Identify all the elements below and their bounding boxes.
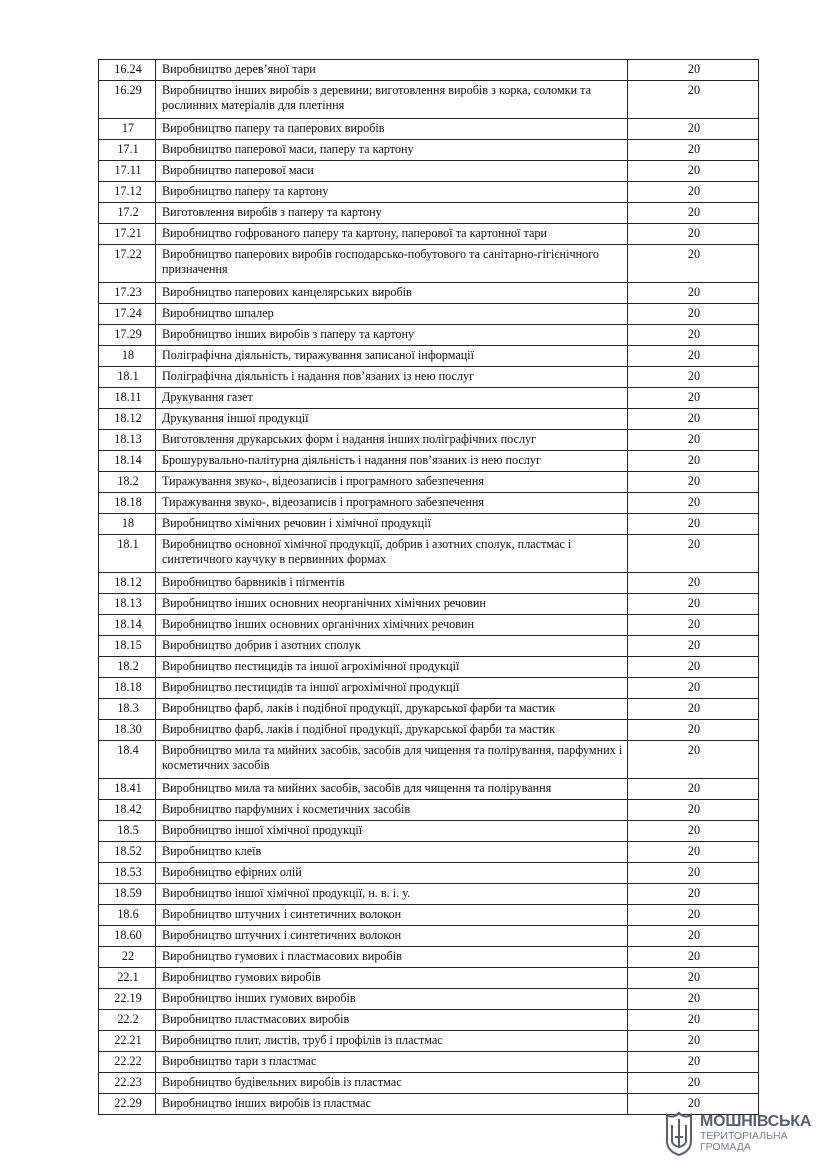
table-cell-activity: Виробництво будівельних виробів із пластмас (156, 1073, 628, 1094)
table-row (99, 1031, 759, 1052)
table-cell-rate: 20 (628, 779, 759, 800)
table-cell-code: 17.1 (99, 140, 156, 161)
table-cell-rate: 20 (628, 573, 759, 594)
table-row (99, 472, 759, 493)
table-cell-activity: Друкування газет (156, 388, 628, 409)
table-cell-code: 18.53 (99, 863, 156, 884)
table-cell-rate: 20 (628, 472, 759, 493)
table-row (99, 1010, 759, 1031)
logo-title: МОШНІВСЬКА (700, 1113, 812, 1130)
table-cell-activity: Виробництво інших виробів з паперу та картону (156, 325, 628, 346)
table-cell-rate: 20 (628, 1094, 759, 1115)
table-cell-rate: 20 (628, 905, 759, 926)
table-row (99, 182, 759, 203)
table-row (99, 283, 759, 304)
table-cell-code: 16.24 (99, 60, 156, 81)
table-cell-code: 18.12 (99, 409, 156, 430)
community-logo (664, 1111, 814, 1159)
table-cell-code: 18.60 (99, 926, 156, 947)
table-row (99, 245, 759, 283)
table-cell-activity: Виробництво паперу та картону (156, 182, 628, 203)
table-cell-activity: Виробництво мила та мийних засобів, засобів для чищення та полірування (156, 779, 628, 800)
table-cell-rate: 20 (628, 119, 759, 140)
table-row (99, 346, 759, 367)
table-row (99, 325, 759, 346)
table-cell-code: 18.59 (99, 884, 156, 905)
table-cell-code: 18.13 (99, 594, 156, 615)
table-cell-rate: 20 (628, 140, 759, 161)
table-cell-code: 17.11 (99, 161, 156, 182)
table-cell-rate: 20 (628, 678, 759, 699)
table-cell-rate: 20 (628, 367, 759, 388)
table-cell-rate: 20 (628, 926, 759, 947)
table-cell-activity: Поліграфічна діяльність і надання пов’язаних із нею послуг (156, 367, 628, 388)
table-row (99, 741, 759, 779)
table-row (99, 409, 759, 430)
table-row (99, 224, 759, 245)
table-cell-rate: 20 (628, 224, 759, 245)
table-cell-code: 18 (99, 346, 156, 367)
table-cell-activity: Виробництво парфумних і косметичних засобів (156, 800, 628, 821)
table-cell-rate: 20 (628, 947, 759, 968)
table-cell-rate: 20 (628, 842, 759, 863)
table-cell-activity: Виробництво інших основних неорганічних хімічних речовин (156, 594, 628, 615)
table-cell-code: 22.19 (99, 989, 156, 1010)
table-row (99, 535, 759, 573)
table-cell-code: 18.6 (99, 905, 156, 926)
table-cell-code: 17.2 (99, 203, 156, 224)
table-cell-rate: 20 (628, 493, 759, 514)
logo-subtitle-line: ТЕРИТОРІАЛЬНА (700, 1130, 788, 1142)
table-cell-activity: Друкування іншої продукції (156, 409, 628, 430)
table-cell-rate: 20 (628, 615, 759, 636)
table-row (99, 884, 759, 905)
table-row (99, 720, 759, 741)
table-cell-rate: 20 (628, 514, 759, 535)
table-row (99, 119, 759, 140)
table-cell-code: 17.23 (99, 283, 156, 304)
table-cell-activity: Виробництво гумових і пластмасових виробів (156, 947, 628, 968)
table-cell-code: 16.29 (99, 81, 156, 119)
table-cell-activity: Виробництво паперових канцелярських виробів (156, 283, 628, 304)
table-row (99, 388, 759, 409)
table-cell-code: 22.23 (99, 1073, 156, 1094)
table-cell-activity: Виробництво штучних і синтетичних волокон (156, 905, 628, 926)
table-cell-activity: Виробництво фарб, лаків і подібної продукції, друкарської фарби та мастик (156, 699, 628, 720)
table-cell-activity: Виробництво інших виробів з деревини; виготовлення виробів з корка, соломки та рослинних матеріалів для плетіння (156, 81, 628, 119)
table-cell-activity: Виробництво плит, листів, труб і профілів із пластмас (156, 1031, 628, 1052)
table-cell-code: 17.12 (99, 182, 156, 203)
table-row (99, 699, 759, 720)
table-cell-code: 18.18 (99, 493, 156, 514)
table-cell-code: 22 (99, 947, 156, 968)
table-cell-code: 17.29 (99, 325, 156, 346)
table-cell-code: 18.14 (99, 615, 156, 636)
table-cell-activity: Виробництво пластмасових виробів (156, 1010, 628, 1031)
table-row (99, 493, 759, 514)
table-row (99, 926, 759, 947)
table-cell-code: 22.21 (99, 1031, 156, 1052)
table-cell-rate: 20 (628, 60, 759, 81)
table-cell-activity: Виробництво ефірних олій (156, 863, 628, 884)
table-cell-rate: 20 (628, 535, 759, 573)
table-row (99, 1052, 759, 1073)
table-cell-code: 18.15 (99, 636, 156, 657)
table-cell-rate: 20 (628, 203, 759, 224)
table-cell-code: 22.2 (99, 1010, 156, 1031)
table-row (99, 1094, 759, 1115)
table-cell-code: 18.1 (99, 367, 156, 388)
table-cell-rate: 20 (628, 1010, 759, 1031)
table-cell-activity: Виробництво клеїв (156, 842, 628, 863)
table-cell-rate: 20 (628, 636, 759, 657)
table-body (99, 60, 759, 1115)
table-cell-activity: Виробництво тари з пластмас (156, 1052, 628, 1073)
table-cell-code: 18.11 (99, 388, 156, 409)
table-cell-activity: Тиражування звуко-, відеозаписів і програмного забезпечення (156, 472, 628, 493)
table-cell-activity: Виробництво інших гумових виробів (156, 989, 628, 1010)
trident-emblem-icon (664, 1111, 694, 1157)
table-row (99, 636, 759, 657)
table-cell-rate: 20 (628, 283, 759, 304)
table-cell-activity: Виробництво паперових виробів господарсько-побутового та санітарно-гігієнічного призначення (156, 245, 628, 283)
table-row (99, 1073, 759, 1094)
table-cell-rate: 20 (628, 388, 759, 409)
table-cell-activity: Виробництво іншої хімічної продукції, н. в. і. у. (156, 884, 628, 905)
table-cell-rate: 20 (628, 1073, 759, 1094)
table-row (99, 678, 759, 699)
table-cell-rate: 20 (628, 182, 759, 203)
table-row (99, 657, 759, 678)
table-cell-rate: 20 (628, 245, 759, 283)
table-cell-activity: Виробництво основної хімічної продукції, добрив і азотних сполук, пластмас і синтетичного каучуку в первинних формах (156, 535, 628, 573)
table-cell-code: 18.30 (99, 720, 156, 741)
table-cell-rate: 20 (628, 81, 759, 119)
table-cell-activity: Тиражування звуко-, відеозаписів і програмного забезпечення (156, 493, 628, 514)
table-row (99, 779, 759, 800)
table-row (99, 821, 759, 842)
table-cell-rate: 20 (628, 741, 759, 779)
table-row (99, 451, 759, 472)
table-row (99, 81, 759, 119)
table-cell-rate: 20 (628, 594, 759, 615)
table-cell-rate: 20 (628, 720, 759, 741)
table-cell-code: 22.1 (99, 968, 156, 989)
table-cell-rate: 20 (628, 1031, 759, 1052)
table-cell-activity: Виробництво інших основних органічних хімічних речовин (156, 615, 628, 636)
kved-rates-table (98, 59, 759, 1115)
table-cell-activity: Виготовлення виробів з паперу та картону (156, 203, 628, 224)
table-cell-activity: Виробництво гофрованого паперу та картону, паперової та картонної тари (156, 224, 628, 245)
table-cell-code: 22.29 (99, 1094, 156, 1115)
table-cell-activity: Виготовлення друкарських форм і надання інших поліграфічних послуг (156, 430, 628, 451)
table-cell-code: 18.52 (99, 842, 156, 863)
table-cell-rate: 20 (628, 346, 759, 367)
table-cell-rate: 20 (628, 657, 759, 678)
table-cell-code: 17 (99, 119, 156, 140)
table-cell-activity: Виробництво шпалер (156, 304, 628, 325)
table-cell-rate: 20 (628, 1052, 759, 1073)
table-cell-code: 18.18 (99, 678, 156, 699)
table-cell-activity: Виробництво фарб, лаків і подібної продукції, друкарської фарби та мастик (156, 720, 628, 741)
table-row (99, 60, 759, 81)
logo-subtitle-line: ГРОМАДА (700, 1141, 751, 1153)
table-cell-activity: Поліграфічна діяльність, тиражування записаної інформації (156, 346, 628, 367)
table-row (99, 842, 759, 863)
table-cell-code: 18.42 (99, 800, 156, 821)
table-cell-activity: Виробництво хімічних речовин і хімічної продукції (156, 514, 628, 535)
table-row (99, 800, 759, 821)
table-cell-code: 18.5 (99, 821, 156, 842)
table-cell-code: 18.2 (99, 472, 156, 493)
table-cell-code: 18.12 (99, 573, 156, 594)
table-cell-rate: 20 (628, 409, 759, 430)
table-row (99, 573, 759, 594)
table-cell-activity: Виробництво дерев’яної тари (156, 60, 628, 81)
table-cell-activity: Виробництво пестицидів та іншої агрохімічної продукції (156, 678, 628, 699)
table-cell-rate: 20 (628, 451, 759, 472)
table-cell-rate: 20 (628, 161, 759, 182)
table-cell-activity: Виробництво пестицидів та іншої агрохімічної продукції (156, 657, 628, 678)
table-cell-rate: 20 (628, 863, 759, 884)
table-cell-code: 18.3 (99, 699, 156, 720)
table-cell-code: 18.41 (99, 779, 156, 800)
table-cell-rate: 20 (628, 699, 759, 720)
table-cell-activity: Виробництво добрив і азотних сполук (156, 636, 628, 657)
table-cell-activity: Виробництво паперової маси (156, 161, 628, 182)
logo-subtitle (700, 1131, 788, 1153)
table-row (99, 514, 759, 535)
table-row (99, 367, 759, 388)
table-cell-activity: Виробництво іншої хімічної продукції (156, 821, 628, 842)
table-cell-code: 17.24 (99, 304, 156, 325)
table-cell-rate: 20 (628, 968, 759, 989)
table-cell-activity: Виробництво паперової маси, паперу та картону (156, 140, 628, 161)
table-cell-rate: 20 (628, 430, 759, 451)
table-cell-rate: 20 (628, 821, 759, 842)
table-cell-activity: Виробництво інших виробів із пластмас (156, 1094, 628, 1115)
table-row (99, 304, 759, 325)
table-cell-code: 18.4 (99, 741, 156, 779)
table-cell-rate: 20 (628, 304, 759, 325)
table-cell-code: 22.22 (99, 1052, 156, 1073)
table-row (99, 140, 759, 161)
table-cell-code: 17.21 (99, 224, 156, 245)
table-cell-activity: Брошурувально-палітурна діяльність і надання пов’язаних із нею послуг (156, 451, 628, 472)
table-cell-code: 18 (99, 514, 156, 535)
table-row (99, 203, 759, 224)
table-cell-code: 18.2 (99, 657, 156, 678)
table-cell-rate: 20 (628, 325, 759, 346)
table-row (99, 615, 759, 636)
table-row (99, 594, 759, 615)
table-row (99, 430, 759, 451)
table-cell-rate: 20 (628, 884, 759, 905)
table-cell-rate: 20 (628, 989, 759, 1010)
table-row (99, 905, 759, 926)
table-row (99, 968, 759, 989)
table-cell-code: 18.1 (99, 535, 156, 573)
table-row (99, 947, 759, 968)
table-cell-activity: Виробництво гумових виробів (156, 968, 628, 989)
table-cell-activity: Виробництво штучних і синтетичних волокон (156, 926, 628, 947)
table-cell-code: 17.22 (99, 245, 156, 283)
table-cell-activity: Виробництво мила та мийних засобів, засобів для чищення та полірування, парфумних і косметичних засобів (156, 741, 628, 779)
table-cell-code: 18.14 (99, 451, 156, 472)
table-row (99, 989, 759, 1010)
table-cell-activity: Виробництво барвників і пігментів (156, 573, 628, 594)
table-cell-code: 18.13 (99, 430, 156, 451)
table-cell-activity: Виробництво паперу та паперових виробів (156, 119, 628, 140)
table-cell-rate: 20 (628, 800, 759, 821)
table-row (99, 161, 759, 182)
table-row (99, 863, 759, 884)
